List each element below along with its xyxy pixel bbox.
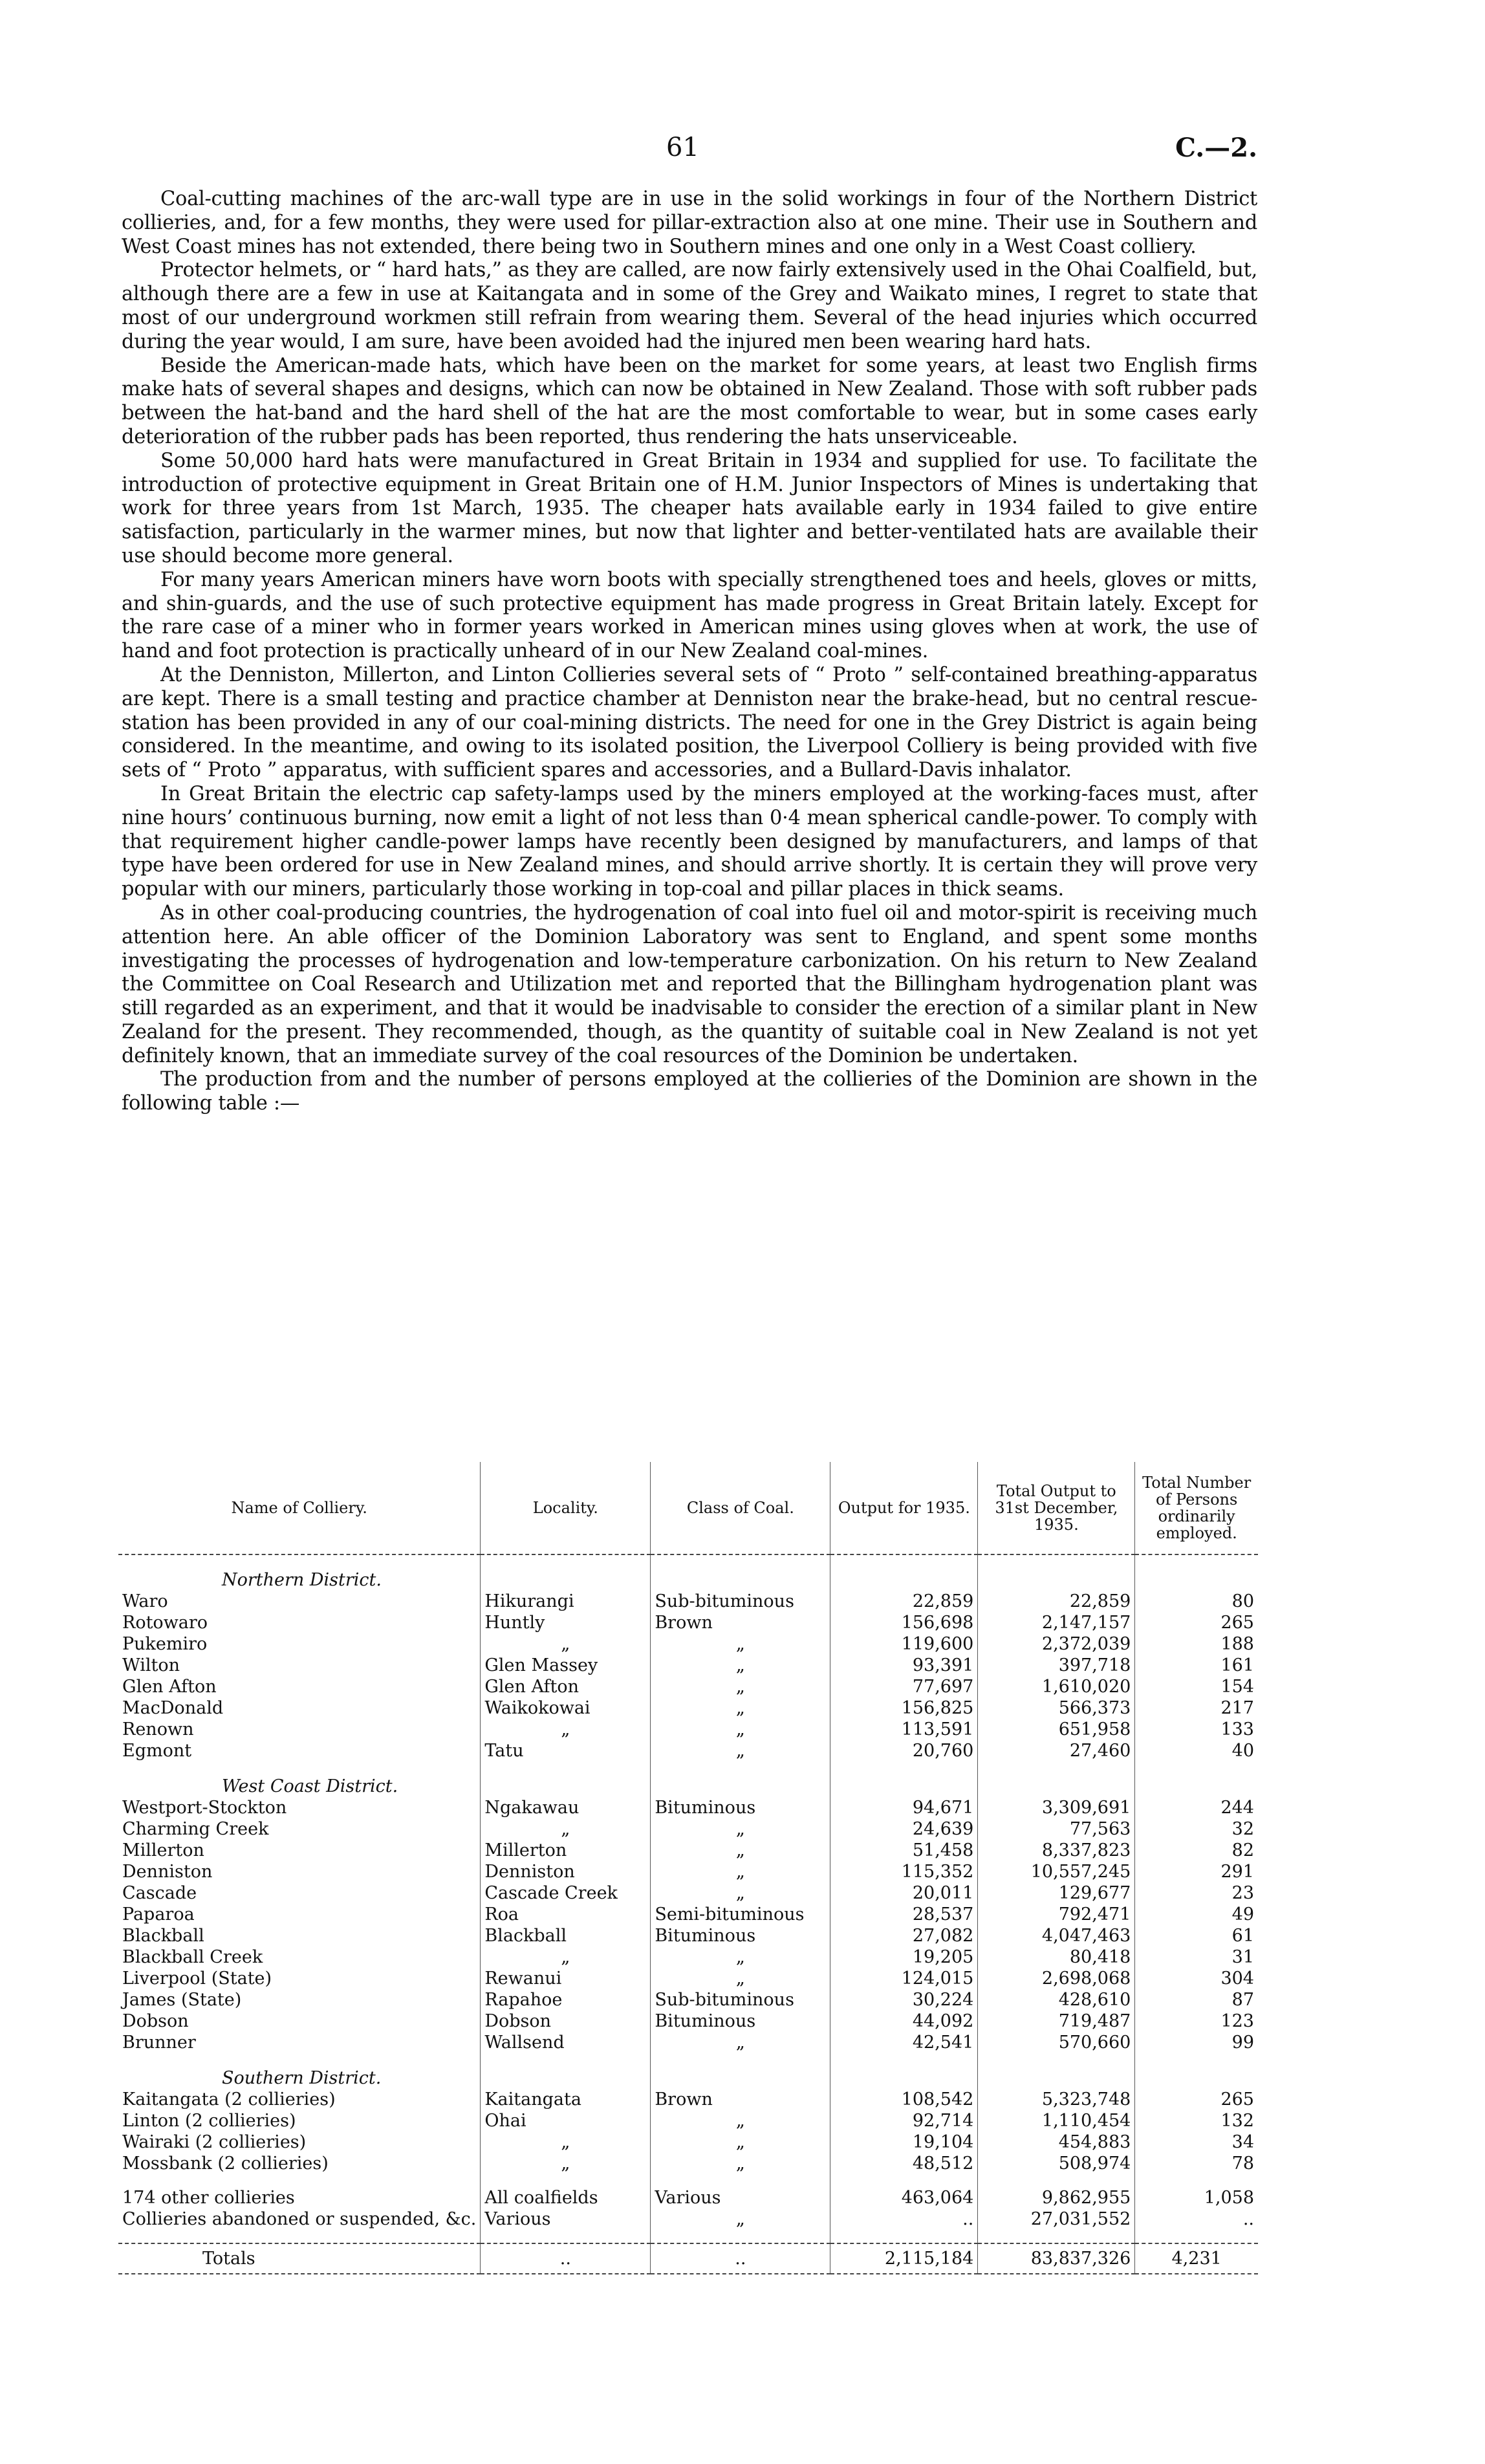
- table-row: [118, 1633, 1258, 1655]
- table-row: [118, 1676, 1258, 1697]
- persons-employed: 80: [1135, 1591, 1258, 1612]
- persons-employed: 61: [1135, 1925, 1258, 1946]
- persons-employed: 132: [1135, 2110, 1258, 2131]
- persons-employed: 32: [1135, 1818, 1258, 1840]
- colliery-name: Westport-Stockton: [122, 1798, 287, 1818]
- persons-employed: 31: [1135, 1946, 1258, 1968]
- locality: „: [481, 1818, 651, 1840]
- output-1935: 27,082: [830, 1925, 978, 1946]
- total-output: 77,563: [978, 1818, 1135, 1840]
- output-1935: 463,064: [830, 2187, 978, 2208]
- spacer-row: [118, 2230, 1258, 2243]
- coal-class: Various: [651, 2187, 830, 2208]
- colliery-name: Liverpool (State): [122, 1968, 272, 1989]
- totals-output: 2,115,184: [830, 2243, 978, 2274]
- persons-employed: 161: [1135, 1655, 1258, 1676]
- locality: Hikurangi: [481, 1591, 651, 1612]
- coal-class: Bituminous: [651, 2011, 830, 2032]
- locality: „: [481, 1633, 651, 1655]
- coal-class: „: [651, 2208, 830, 2230]
- output-1935: 156,698: [830, 1612, 978, 1633]
- paragraph: Some 50,000 hard hats were manufactured in Great Britain in 1934 and supplied for use. To facilitate the introduction of protective equipment in Great Britain one of H.M. Junior Inspectors of Mines is undertaking that work for three years from 1st March, 1935. The cheaper hats available early in 1934 failed to give entire satisfaction, particularly in the warmer mines, but now that lighter and better-ventilated hats are available their use should become more general.: [122, 449, 1257, 567]
- empty-cell: [830, 2230, 978, 2243]
- persons-employed: ..: [1135, 2208, 1258, 2230]
- persons-employed: 99: [1135, 2032, 1258, 2053]
- persons-employed: 265: [1135, 1612, 1258, 1633]
- table-row: [118, 2110, 1258, 2131]
- total-output: 8,337,823: [978, 1840, 1135, 1861]
- table-row: [118, 2089, 1258, 2110]
- table-row: [118, 1904, 1258, 1925]
- total-output: 22,859: [978, 1591, 1135, 1612]
- total-output: 10,557,245: [978, 1861, 1135, 1882]
- total-output: 27,031,552: [978, 2208, 1135, 2230]
- coal-class: „: [651, 2131, 830, 2153]
- total-output: 5,323,748: [978, 2089, 1135, 2110]
- total-output: 792,471: [978, 1904, 1135, 1925]
- output-1935: 28,537: [830, 1904, 978, 1925]
- total-output: 3,309,691: [978, 1797, 1135, 1818]
- district-heading-row: [118, 2053, 1258, 2089]
- total-output: 2,147,157: [978, 1612, 1135, 1633]
- colliery-name: Brunner: [122, 2033, 196, 2053]
- col-header-name: Name of Colliery.: [118, 1462, 481, 1554]
- coal-class: „: [651, 1633, 830, 1655]
- output-1935: 20,011: [830, 1882, 978, 1904]
- colliery-name: Waro: [122, 1591, 168, 1611]
- output-1935: 156,825: [830, 1697, 978, 1719]
- colliery-name: Paparoa: [122, 1904, 195, 1924]
- colliery-name: Wilton: [122, 1655, 180, 1675]
- persons-employed: 188: [1135, 1633, 1258, 1655]
- table-row: [118, 2187, 1258, 2208]
- paragraph: As in other coal-producing countries, the hydrogenation of coal into fuel oil and motor-spirit is receiving much attention here. An able officer of the Dominion Laboratory was sent to England, and spent some months investigating the processes of hydrogenation and low-temperature carbonization. On his return to New Zealand the Committee on Coal Research and Utilization met and reported that the Billingham hydrogenation plant was still regarded as an experiment, and that it would be inadvisable to consider the erection of a similar plant in New Zealand for the present. They recommended, though, as the quantity of suitable coal in New Zealand is not yet definitely known, that an immediate survey of the coal resources of the Dominion be undertaken.: [122, 901, 1257, 1067]
- coal-class: Sub-bituminous: [651, 1591, 830, 1612]
- persons-employed: 154: [1135, 1676, 1258, 1697]
- colliery-name: Pukemiro: [122, 1634, 208, 1654]
- table-row: [118, 2032, 1258, 2053]
- output-1935: 115,352: [830, 1861, 978, 1882]
- empty-cell: [1135, 2230, 1258, 2243]
- output-1935: 92,714: [830, 2110, 978, 2131]
- paragraph: In Great Britain the electric cap safety-lamps used by the miners employed at the working-faces must, after nine hours’ continuous burning, now emit a light of not less than 0·4 mean spherical candle-power. To comply with that requirement higher candle-power lamps have recently been designed by manufacturers, and lamps of that type have been ordered for use in New Zealand mines, and should arrive shortly. It is certain they will prove very popular with our miners, particularly those working in top-coal and pillar places in thick seams.: [122, 782, 1257, 901]
- empty-cell: [481, 2053, 651, 2089]
- totals-total-output: 83,837,326: [978, 2243, 1135, 2274]
- empty-cell: [830, 1554, 978, 1591]
- persons-employed: 34: [1135, 2131, 1258, 2153]
- total-output: 454,883: [978, 2131, 1135, 2153]
- table-row: [118, 1946, 1258, 1968]
- table-row: [118, 1818, 1258, 1840]
- output-1935: 22,859: [830, 1591, 978, 1612]
- colliery-name: MacDonald: [122, 1698, 224, 1718]
- output-1935: 119,600: [830, 1633, 978, 1655]
- table-row: [118, 1968, 1258, 1989]
- coal-class: „: [651, 2032, 830, 2053]
- colliery-name: Dobson: [122, 2011, 189, 2031]
- colliery-name: 174 other collieries: [122, 2188, 295, 2208]
- total-output: 129,677: [978, 1882, 1135, 1904]
- total-output: 27,460: [978, 1740, 1135, 1761]
- colliery-name: Blackball: [122, 1926, 204, 1946]
- empty-cell: [651, 2230, 830, 2243]
- spacer-row: [118, 2174, 1258, 2187]
- output-1935: 77,697: [830, 1676, 978, 1697]
- colliery-name: Mossbank (2 collieries): [122, 2153, 329, 2174]
- empty-cell: [1135, 2053, 1258, 2089]
- table-row: [118, 2011, 1258, 2032]
- total-output: 2,372,039: [978, 1633, 1135, 1655]
- table-row: [118, 2131, 1258, 2153]
- locality: Tatu: [481, 1740, 651, 1761]
- table-row: [118, 1719, 1258, 1740]
- output-1935: 113,591: [830, 1719, 978, 1740]
- output-1935: 93,391: [830, 1655, 978, 1676]
- colliery-name: Linton (2 collieries): [122, 2111, 296, 2131]
- colliery-name: Denniston: [122, 1862, 213, 1882]
- coal-class: „: [651, 1946, 830, 1968]
- persons-employed: 40: [1135, 1740, 1258, 1761]
- colliery-name: Wairaki (2 collieries): [122, 2132, 307, 2152]
- coal-class: „: [651, 1861, 830, 1882]
- col-header-persons: Total Number of Persons ordinarily employed.: [1135, 1462, 1258, 1554]
- coal-class: „: [651, 2153, 830, 2174]
- empty-cell: [978, 2053, 1135, 2089]
- totals-persons: 4,231: [1135, 2243, 1258, 2274]
- persons-employed: 23: [1135, 1882, 1258, 1904]
- locality: Waikokowai: [481, 1697, 651, 1719]
- table-header-row: [118, 1462, 1258, 1554]
- persons-employed: 78: [1135, 2153, 1258, 2174]
- colliery-name: James (State): [122, 1990, 242, 2010]
- table-row: [118, 1840, 1258, 1861]
- locality: Blackball: [481, 1925, 651, 1946]
- col-header-locality: Locality.: [481, 1462, 651, 1554]
- col-header-class: Class of Coal.: [651, 1462, 830, 1554]
- coal-class: Bituminous: [651, 1797, 830, 1818]
- total-output: 4,047,463: [978, 1925, 1135, 1946]
- output-1935: 20,760: [830, 1740, 978, 1761]
- output-1935: 94,671: [830, 1797, 978, 1818]
- table-row: [118, 2153, 1258, 2174]
- table-row: [118, 1989, 1258, 2011]
- coal-class: Sub-bituminous: [651, 1989, 830, 2011]
- coal-class: „: [651, 1676, 830, 1697]
- colliery-name: Collieries abandoned or suspended, &c.: [122, 2209, 477, 2229]
- persons-employed: 49: [1135, 1904, 1258, 1925]
- empty-cell: [830, 1761, 978, 1797]
- paragraph: For many years American miners have worn boots with specially strengthened toes and heels, gloves or mitts, and shin-guards, and the use of such protective equipment has made progress in Great Britain lately. Except for the rare case of a miner who in former years worked in American mines using gloves when at work, the use of hand and foot protection is practically unheard of in our New Zealand coal-mines.: [122, 568, 1257, 663]
- total-output: 428,610: [978, 1989, 1135, 2011]
- output-1935: 44,092: [830, 2011, 978, 2032]
- empty-cell: [830, 2053, 978, 2089]
- locality: Wallsend: [481, 2032, 651, 2053]
- colliery-name: Kaitangata (2 collieries): [122, 2089, 336, 2110]
- paragraph: Protector helmets, or “ hard hats,” as they are called, are now fairly extensively used in the Ohai Coalfield, but, although there are a few in use at Kaitangata and in some of the Grey and Waikato mines, I regret to state that most of our underground workmen still refrain from wearing them. Several of the head injuries which occurred during the year would, I am sure, have been avoided had the injured men been wearing hard hats.: [122, 259, 1257, 353]
- total-output: 719,487: [978, 2011, 1135, 2032]
- empty-cell: [118, 2230, 481, 2243]
- locality: „: [481, 2131, 651, 2153]
- total-output: 1,610,020: [978, 1676, 1135, 1697]
- locality: Rewanui: [481, 1968, 651, 1989]
- output-1935: 19,205: [830, 1946, 978, 1968]
- persons-employed: 82: [1135, 1840, 1258, 1861]
- empty-cell: [978, 1554, 1135, 1591]
- col-header-output: Output for 1935.: [830, 1462, 978, 1554]
- table-row: [118, 1591, 1258, 1612]
- paragraph: At the Denniston, Millerton, and Linton Collieries several sets of “ Proto ” self-contained breathing-apparatus are kept. There is a small testing and practice chamber at Denniston near the brake-head, but no central rescue-station has been provided in any of our coal-mining districts. The need for one in the Grey District is again being considered. In the meantime, and owing to its isolated position, the Liverpool Colliery is being provided with five sets of “ Proto ” apparatus, with sufficient spares and accessories, and a Bullard-Davis inhalator.: [122, 663, 1257, 782]
- output-1935: 108,542: [830, 2089, 978, 2110]
- coal-class: „: [651, 1719, 830, 1740]
- locality: „: [481, 1719, 651, 1740]
- coal-class: Bituminous: [651, 1925, 830, 1946]
- district-heading: Southern District.: [222, 2068, 382, 2088]
- empty-cell: [1135, 2174, 1258, 2187]
- total-output: 570,660: [978, 2032, 1135, 2053]
- total-output: 80,418: [978, 1946, 1135, 1968]
- locality: „: [481, 2153, 651, 2174]
- locality: Kaitangata: [481, 2089, 651, 2110]
- coal-class: „: [651, 1655, 830, 1676]
- totals-locality: ..: [481, 2243, 651, 2274]
- output-1935: ..: [830, 2208, 978, 2230]
- empty-cell: [1135, 1554, 1258, 1591]
- colliery-name: Cascade: [122, 1883, 197, 1903]
- district-heading: West Coast District.: [222, 1776, 398, 1796]
- empty-cell: [1135, 1761, 1258, 1797]
- locality: Ngakawau: [481, 1797, 651, 1818]
- output-1935: 19,104: [830, 2131, 978, 2153]
- totals-label: Totals: [118, 2243, 481, 2274]
- district-heading-row: [118, 1761, 1258, 1797]
- empty-cell: [481, 2230, 651, 2243]
- empty-cell: [978, 2174, 1135, 2187]
- empty-cell: [651, 1761, 830, 1797]
- persons-employed: 1,058: [1135, 2187, 1258, 2208]
- locality: Roa: [481, 1904, 651, 1925]
- colliery-name: Glen Afton: [122, 1677, 217, 1697]
- empty-cell: [118, 2174, 481, 2187]
- locality: Huntly: [481, 1612, 651, 1633]
- table-row: [118, 1655, 1258, 1676]
- locality: Various: [481, 2208, 651, 2230]
- coal-class: Brown: [651, 1612, 830, 1633]
- coal-class: „: [651, 1697, 830, 1719]
- colliery-name: Blackball Creek: [122, 1947, 263, 1967]
- total-output: 651,958: [978, 1719, 1135, 1740]
- table-row: [118, 1861, 1258, 1882]
- paragraph: The production from and the number of persons employed at the collieries of the Dominion are shown in the following table :—: [122, 1068, 1257, 1115]
- locality: Rapahoe: [481, 1989, 651, 2011]
- totals-class: ..: [651, 2243, 830, 2274]
- coal-class: Brown: [651, 2089, 830, 2110]
- district-heading-row: [118, 1554, 1258, 1591]
- total-output: 1,110,454: [978, 2110, 1135, 2131]
- table-row: [118, 1882, 1258, 1904]
- empty-cell: [978, 2230, 1135, 2243]
- persons-employed: 133: [1135, 1719, 1258, 1740]
- locality: Dobson: [481, 2011, 651, 2032]
- colliery-name: Renown: [122, 1719, 194, 1739]
- persons-employed: 123: [1135, 2011, 1258, 2032]
- locality: „: [481, 1946, 651, 1968]
- total-output: 9,862,955: [978, 2187, 1135, 2208]
- empty-cell: [481, 1554, 651, 1591]
- coal-class: „: [651, 1818, 830, 1840]
- locality: Glen Massey: [481, 1655, 651, 1676]
- table-row: [118, 1925, 1258, 1946]
- paragraph: Beside the American-made hats, which have been on the market for some years, at least two English firms make hats of several shapes and designs, which can now be obtained in New Zealand. Those with soft rubber pads between the hat-band and the hard shell of the hat are the most comfortable to wear, but in some cases early deterioration of the rubber pads has been reported, thus rendering the hats unserviceable.: [122, 354, 1257, 448]
- total-output: 566,373: [978, 1697, 1135, 1719]
- page-number: 61: [666, 133, 699, 162]
- total-output: 508,974: [978, 2153, 1135, 2174]
- colliery-name: Millerton: [122, 1840, 204, 1860]
- table-row: [118, 1740, 1258, 1761]
- locality: All coalfields: [481, 2187, 651, 2208]
- empty-cell: [978, 1761, 1135, 1797]
- persons-employed: 291: [1135, 1861, 1258, 1882]
- locality: Cascade Creek: [481, 1882, 651, 1904]
- empty-cell: [481, 2174, 651, 2187]
- coal-class: „: [651, 1740, 830, 1761]
- coal-class: „: [651, 2110, 830, 2131]
- locality: Millerton: [481, 1840, 651, 1861]
- table-row: [118, 1697, 1258, 1719]
- total-output: 397,718: [978, 1655, 1135, 1676]
- table-row: [118, 1612, 1258, 1633]
- colliery-name: Charming Creek: [122, 1819, 269, 1839]
- persons-employed: 244: [1135, 1797, 1258, 1818]
- persons-employed: 87: [1135, 1989, 1258, 2011]
- persons-employed: 265: [1135, 2089, 1258, 2110]
- output-1935: 48,512: [830, 2153, 978, 2174]
- locality: Ohai: [481, 2110, 651, 2131]
- output-1935: 42,541: [830, 2032, 978, 2053]
- table-row: [118, 2208, 1258, 2230]
- locality: Glen Afton: [481, 1676, 651, 1697]
- output-1935: 51,458: [830, 1840, 978, 1861]
- empty-cell: [651, 2174, 830, 2187]
- empty-cell: [830, 2174, 978, 2187]
- colliery-name: Rotowaro: [122, 1613, 208, 1633]
- colliery-production-table: [118, 1462, 1258, 2274]
- output-1935: 124,015: [830, 1968, 978, 1989]
- totals-row: [118, 2243, 1258, 2274]
- coal-class: „: [651, 1882, 830, 1904]
- empty-cell: [651, 2053, 830, 2089]
- coal-class: „: [651, 1840, 830, 1861]
- colliery-name: Egmont: [122, 1741, 192, 1761]
- persons-employed: 304: [1135, 1968, 1258, 1989]
- paragraph: Coal-cutting machines of the arc-wall type are in use in the solid workings in four of the Northern District collieries, and, for a few months, they were used for pillar-extraction also at one mine. Their use in Southern and West Coast mines has not extended, there being two in Southern mines and one only in a West Coast colliery.: [122, 188, 1257, 258]
- col-header-total-output: Total Output to 31st December, 1935.: [978, 1462, 1135, 1554]
- coal-class: Semi-bituminous: [651, 1904, 830, 1925]
- coal-class: „: [651, 1968, 830, 1989]
- table-row: [118, 1797, 1258, 1818]
- body-text: [122, 188, 1257, 1116]
- empty-cell: [651, 1554, 830, 1591]
- document-reference: C.—2.: [1175, 133, 1257, 163]
- empty-cell: [481, 1761, 651, 1797]
- persons-employed: 217: [1135, 1697, 1258, 1719]
- district-heading: Northern District.: [222, 1570, 382, 1590]
- locality: Denniston: [481, 1861, 651, 1882]
- output-1935: 24,639: [830, 1818, 978, 1840]
- output-1935: 30,224: [830, 1989, 978, 2011]
- total-output: 2,698,068: [978, 1968, 1135, 1989]
